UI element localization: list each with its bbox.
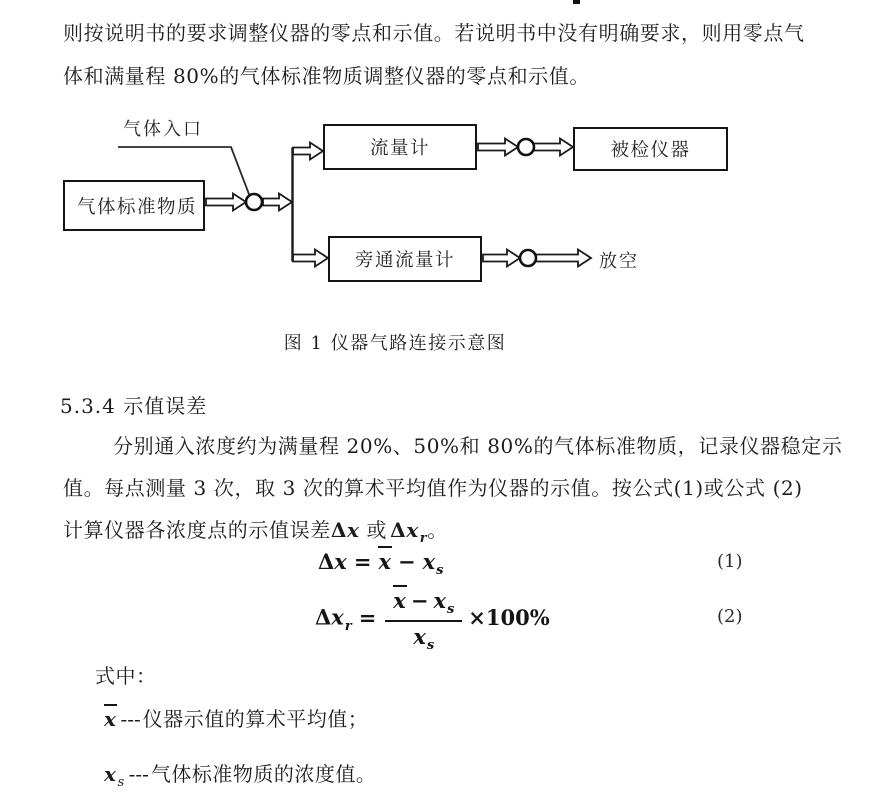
section-paragraph-line3 (63, 514, 448, 546)
intro-paragraph-line1: 则按说明书的要求调整仪器的零点和示值。若说明书中没有明确要求，则用零点气 (63, 21, 805, 45)
f2-denominator: $x_s$ (413, 624, 435, 653)
figure-caption: 图 1 仪器气路连接示意图 (283, 333, 507, 354)
arrow-branch-to-bypass (293, 250, 328, 267)
legend-xs-symbol: x (104, 762, 117, 786)
arrow-branch-to-flow-meter (293, 143, 323, 160)
legend-def-xs (104, 758, 376, 790)
gas-standard-box-label: 气体标准物质 (77, 196, 198, 218)
f1-x-bar: x (378, 549, 391, 574)
arrow-gas-standard-to-valve (206, 194, 246, 211)
f1-equals: = (353, 549, 372, 574)
arrow-flow-meter-to-valve (478, 139, 518, 156)
legend-def1-dashes: --- (120, 707, 141, 731)
f2-x-bar: x (393, 588, 406, 613)
arrow-valve-to-vent (536, 250, 591, 267)
f2-num-x: x (433, 588, 446, 613)
f2-num-minus: − (410, 588, 429, 613)
delta-x-symbol: Δx (330, 518, 360, 542)
f2-lhs-sub: r (344, 618, 352, 634)
section-heading: 5.3.4 示值误差 (60, 394, 208, 418)
f2-equals: = (358, 604, 377, 630)
legend-xbar-symbol: x (104, 707, 116, 731)
legend-def-xbar (104, 703, 368, 732)
legend-intro: 式中： (95, 664, 157, 688)
legend-xs-sub: s (117, 775, 125, 790)
f1-delta: Δ (318, 549, 335, 574)
gas-inlet-label: 气体入口 (123, 119, 203, 140)
arrow-valve-to-tested-instrument (534, 139, 573, 156)
f1-rhs-x: x (422, 549, 436, 574)
section-paragraph-line1: 分别通入浓度约为满量程 20%、50%和 80%的气体标准物质，记录仪器稳定示 (113, 434, 843, 458)
line3-period: 。 (427, 518, 448, 542)
legend-def1-text: 仪器示值的算术平均值； (142, 707, 369, 731)
flow-meter-box-label: 流量计 (369, 138, 430, 159)
or-text: 或 (366, 518, 388, 542)
intro-paragraph-line2: 体和满量程 80%的气体标准物质调整仪器的零点和示值。 (63, 64, 591, 88)
line3-prefix: 计算仪器各浓度点的示值误差 (63, 518, 331, 542)
arrow-bypass-to-valve (483, 250, 520, 267)
arrow-valve-to-branch (263, 194, 292, 211)
f2-times-100: ×100% (468, 604, 550, 630)
tested-instrument-box-label: 被检仪器 (610, 140, 691, 161)
equation-number-1: (1) (717, 551, 743, 572)
tested-instrument-box (573, 127, 728, 171)
f2-numerator (385, 585, 462, 622)
legend-def2-dashes: --- (128, 762, 149, 786)
formula-2 (315, 585, 550, 653)
valve-circle-bypass (520, 250, 536, 266)
legend-def2-text: 气体标准物质的浓度值。 (150, 762, 377, 786)
f2-num-sub: s (446, 602, 455, 617)
f1-minus: − (397, 549, 416, 574)
gas-standard-box (63, 180, 205, 231)
bypass-flow-meter-box (328, 236, 482, 282)
valve-circle-flow-meter (518, 139, 534, 155)
valve-circle-inlet (246, 194, 262, 210)
gas-path-diagram-connectors (0, 0, 887, 340)
f1-rhs-sub: s (436, 563, 444, 578)
bypass-flow-meter-box-label: 旁通流量计 (354, 250, 455, 271)
f2-x: x (331, 604, 344, 630)
formula-1 (318, 549, 443, 578)
section-paragraph-line2: 值。每点测量 3 次，取 3 次的算术平均值作为仪器的示值。按公式(1)或公式 (2) (63, 476, 803, 500)
flow-meter-box (323, 124, 477, 170)
equation-number-2: (2) (717, 606, 743, 627)
f2-delta: Δ (315, 604, 332, 630)
delta-xr-symbol: $\Delta x_r$ (390, 518, 428, 546)
vent-label: 放空 (599, 251, 639, 272)
f2-fraction (385, 585, 462, 653)
f1-x: x (334, 549, 347, 574)
